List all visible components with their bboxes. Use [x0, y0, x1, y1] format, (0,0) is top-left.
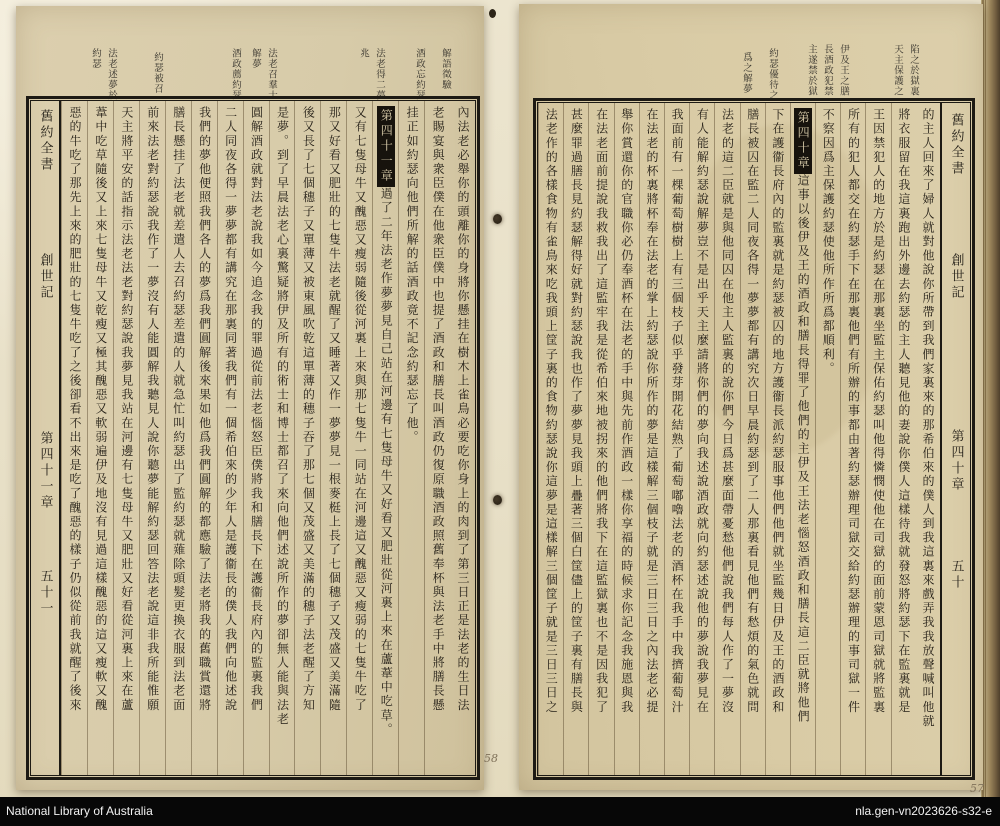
- text-column: 不察因爲主保護約瑟使他所作所爲都順利。: [815, 103, 840, 775]
- text-column: 法老作的各樣食物有雀鳥來吃我頭上筐子裏的食物約瑟說你這夢是這樣解三個筐子就是三日三日之: [538, 103, 563, 775]
- text-column: 王因禁犯人的地方於是約瑟在那裏坐監主保佑約瑟叫他得憐憫使他在司獄的面前蒙恩司獄就將監裏: [865, 103, 890, 775]
- chapter-title: 第四十章: [948, 429, 964, 493]
- margin-note: 兆: [358, 48, 369, 59]
- margin-note: 法老述夢於: [106, 48, 117, 101]
- text-block-border: [26, 96, 480, 780]
- text-column: 葦中吃草隨後又上來七隻母牛又乾瘦又極其醜惡又軟弱遍伊及地沒有見過這樣醜惡的這又瘦軟又醜: [87, 101, 113, 775]
- text-column: 那又好看又肥壯的七隻牛法老就醒了又睡著又作一夢夢見一根麥梃上長了七個穗子又茂盛又美滿隨: [320, 101, 346, 775]
- margin-note: 主遂禁於獄: [806, 44, 817, 97]
- text-column: 膳長懸挂了法老就差遣人去召約瑟差遣的人就急忙叫約瑟出了監約瑟就薙除頭髮更換衣服到法老面: [165, 101, 191, 775]
- book-title: 舊約全書: [37, 109, 53, 173]
- text-column: 第四十一章過了二年法老作夢夢見自己站在河邊有七隻母牛又好看又肥壯從河裏上來在蘆葦中吃草。: [372, 101, 398, 775]
- text-column: 甚麼罪過膳長見約瑟解得好就對約瑟說我也作了夢夢見我頭上疊著三個白筐儘上的筐子裏有膳長與: [563, 103, 588, 775]
- section-title: 創世記: [37, 253, 53, 301]
- book-title: 舊約全書: [948, 113, 964, 177]
- image-id: nla.gen-vn2023626-s32-e: [855, 804, 992, 818]
- margin-note: 酒政忘約瑟: [414, 48, 425, 101]
- text-column: 第四十章這事以後伊及王的酒政和膳長得罪了他們的主伊及王法老惱怒酒政和膳長這二臣就將他們: [790, 103, 815, 775]
- text-column: 內法老必舉你的頭離你的身將你懸挂在樹木上雀鳥必要吃你身上的肉到了第三日正是法老的生日法: [456, 106, 470, 713]
- text-column: 下在護衞長府內的監裏就是約瑟被囚的地方護衞長派約瑟服事他們他們就坐監幾日伊及王的酒政和: [765, 103, 790, 775]
- text-column: 二人同夜各得一夢夢都有講究在那裏同著我們有一個希伯來的少年人是護衞長的僕人我們向他述說: [217, 101, 243, 775]
- binding-hole: [493, 495, 502, 505]
- chapter-heading: 第四十一章: [377, 106, 395, 187]
- text-column: 舉你賞還你的官職你必仍奉酒杯在法老的手中與先前作酒政一樣你享福的時候求你記念我施恩與我: [614, 103, 639, 775]
- footer-bar: [0, 797, 1000, 826]
- pencil-number: 57: [970, 782, 984, 795]
- text-column: 天主將平安的話指示法老法老對約瑟說我夢見我站在河邊有七隻母牛又肥壯又好看從河裏上來在蘆: [113, 101, 139, 775]
- running-title-strip: [31, 101, 61, 775]
- margin-note: 約瑟優待之: [767, 48, 778, 101]
- text-column: 將衣服留在我這裏跑出外邊去約瑟的主人聽見他的妻說你僕人這樣待我就發怒將約瑟下在監裏就是: [891, 103, 916, 775]
- text-column: 法老的這二臣就是與他同囚在他主人監裏的說你們今日爲甚麼面帶憂愁他們說我們每人作了一夢沒: [714, 103, 739, 775]
- margin-note: 天主保護之: [892, 44, 903, 97]
- chapter-title: 第四十一章: [37, 431, 53, 511]
- text-column: 老賜宴與衆臣僕在他衆臣僕中也提了酒政和膳長叫酒政仍復原職酒政照舊奉杯與法老手中將膳長懸: [424, 101, 450, 775]
- text-columns: [538, 103, 940, 775]
- left-page: [16, 6, 484, 790]
- text-column: 是夢。到了早晨法老心裏驚疑將伊及所有的術士和博士都召了來向他們述說所作的夢卻無人能與法老: [269, 101, 295, 775]
- text-column: 有人能解約瑟說解夢豈不是出乎天主麼請將你們的夢向我述說酒政就向約瑟述說他的夢說我夢見在: [689, 103, 714, 775]
- chapter-heading: 第四十章: [794, 108, 812, 174]
- text-column: 的主人回來了婦人就對他說你所帶到我們家裏來的那希伯來的僕人到我這裏來戲弄我我放聲喊叫他就: [921, 108, 935, 729]
- text-column: 惡的牛吃了那先上來的肥壯的七隻牛吃了之後卻看不出來是吃了醜惡的樣子仍似從前我就醒了後來: [61, 101, 87, 775]
- text-column: 前來法老對約瑟說我作了一夢沒有人能圓解我聽見人說你聽夢能解約瑟回答法老說這非我所能惟願: [139, 101, 165, 775]
- text-block-border: [533, 98, 975, 780]
- text-column: 膳長被囚在監二人同夜各得一夢夢都有講究次日早晨約瑟到了二人那裏看見他們有愁煩的氣色就問: [740, 103, 765, 775]
- binding-mark: [489, 9, 496, 18]
- margin-note: 陷之於獄裏: [908, 44, 919, 97]
- page-number: 五十: [948, 559, 964, 591]
- margin-note: 約瑟: [90, 48, 101, 69]
- section-title: 創世記: [948, 253, 964, 301]
- margin-note: 法老召羣士: [266, 48, 277, 101]
- margin-note: 解夢: [250, 48, 261, 69]
- page-number: 五十一: [37, 569, 53, 617]
- text-column: 在法老的杯裏將杯奉在法老的掌上約瑟說你所作的夢是這樣解三個枝子就是三日三日之內法老必提: [639, 103, 664, 775]
- running-title-strip: [940, 103, 970, 775]
- text-column: 我們的夢他便照我們各人的夢爲我們圓解後來果如他爲我們圓解的都應驗了法老將我的舊職賞還將: [191, 101, 217, 775]
- margin-note: 長酒政犯禁: [822, 44, 833, 97]
- margin-note: 解語徵驗: [440, 48, 451, 90]
- margin-note: 伊及王之膳: [838, 44, 849, 97]
- library-credit: National Library of Australia: [6, 804, 153, 818]
- text-column: 在法老面前提說我救我出了這監牢我是從希伯來地被拐來的他們將我下在這監獄裏也不是因我犯了: [588, 103, 613, 775]
- right-page: [519, 4, 983, 790]
- margin-note: 法老得二夢: [374, 48, 385, 101]
- pencil-number: 58: [484, 752, 498, 765]
- book-page-stack-edge: [984, 0, 1000, 797]
- text-column: 又有七隻母牛又醜惡又瘦弱隨後從河裏上來與那七隻牛一同站在河邊這又醜惡又瘦弱的七隻牛吃了: [346, 101, 372, 775]
- text-column: 我面前有一棵葡萄樹樹上有三個枝子似乎發芽開花結熟了葡萄嘟嚕法老的酒杯在我手中我擠葡萄汁: [664, 103, 689, 775]
- margin-note: 酒政薦約瑟: [230, 48, 241, 101]
- text-column: 後又長了七個穗子又單薄又被東風吹乾這單薄的穗子吞了那七個又茂盛又美滿的穗子法老醒了方知: [294, 101, 320, 775]
- text-column: 挂正如約瑟向他們所解的話酒政竟不記念約瑟忘了他。: [398, 101, 424, 775]
- margin-note: 約瑟被召: [152, 52, 163, 94]
- binding-hole: [493, 214, 502, 224]
- text-column: 所有的犯人都交在約瑟手下在那裏他們有所辦的事都由著約瑟辦理司獄交給約瑟辦理的事司獄一件: [840, 103, 865, 775]
- text-columns: [61, 101, 475, 775]
- margin-note: 爲之解夢: [741, 52, 752, 94]
- text-column: 圓解酒政就對法老說我如今追念我的罪過從前法老惱怒臣僕將我和膳長下在護衞長府內的監裏我們: [243, 101, 269, 775]
